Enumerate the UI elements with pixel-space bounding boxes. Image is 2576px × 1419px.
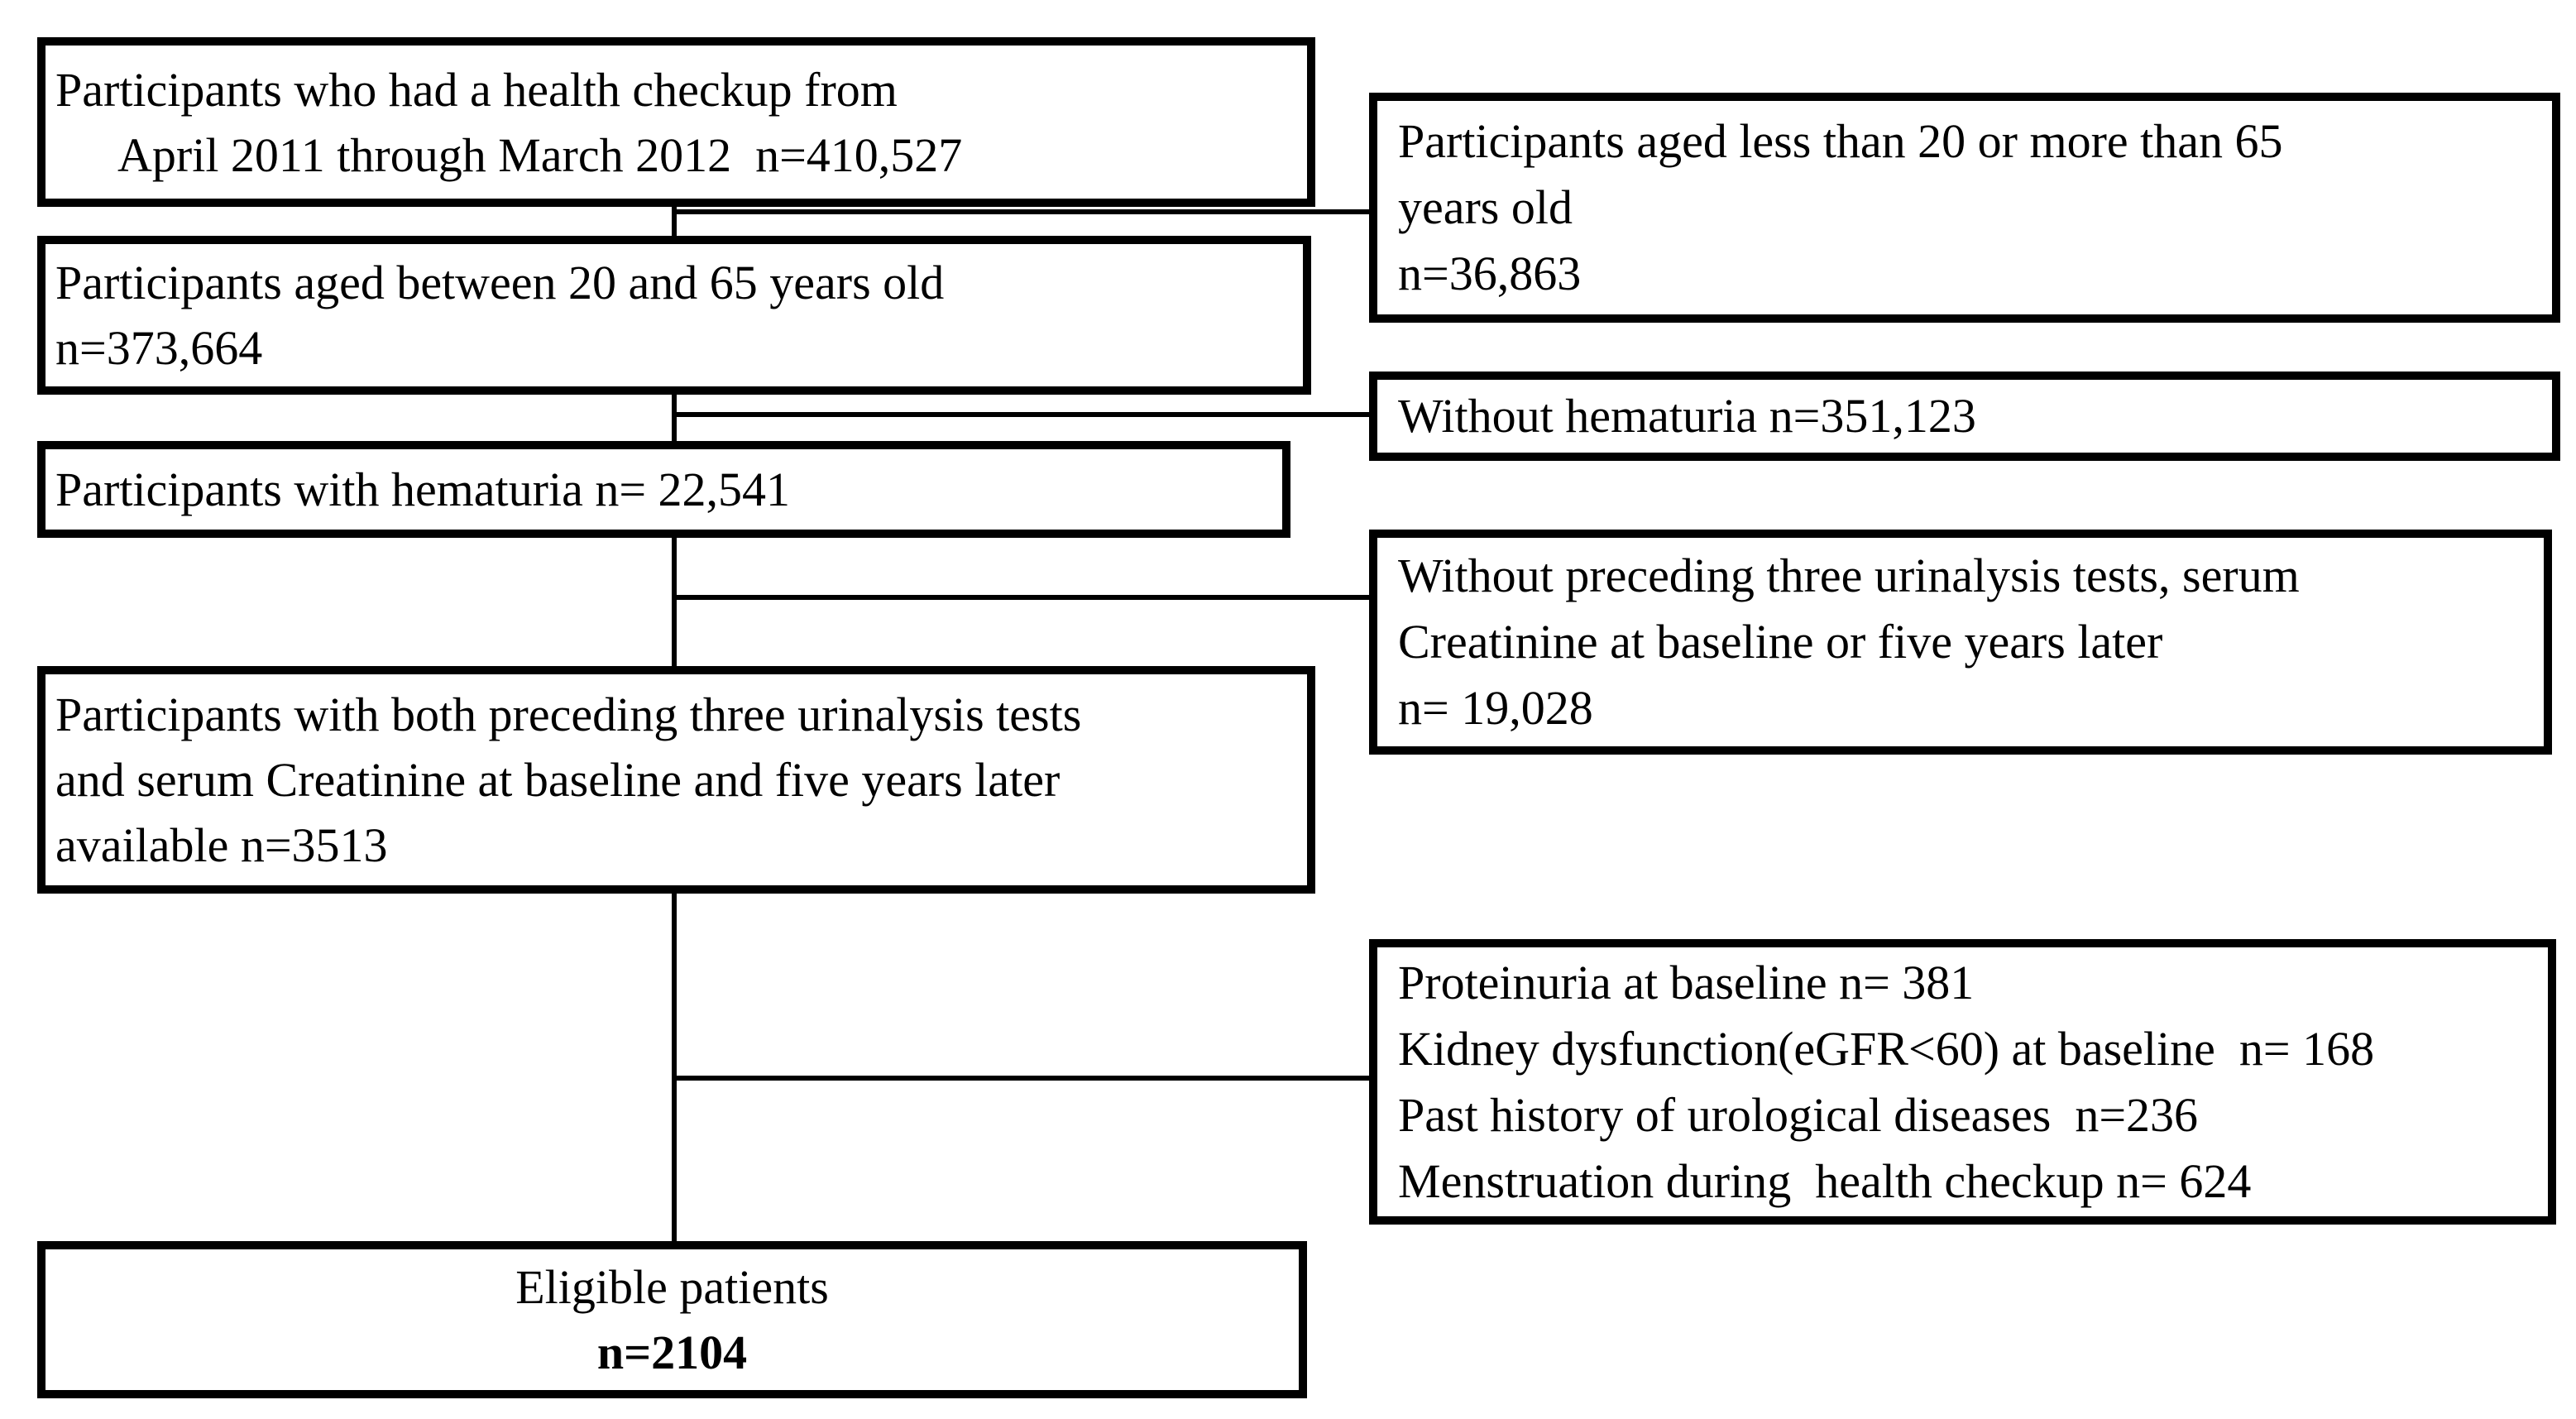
connector-branch-to-excluded-age bbox=[672, 209, 1371, 214]
box-text-line: Participants with hematuria n= 22,541 bbox=[55, 463, 791, 516]
connector-branch-to-excluded-no-hematuria bbox=[672, 412, 1371, 417]
connector-vertical-3 bbox=[672, 536, 677, 669]
box-excluded-other-reasons bbox=[1369, 939, 2556, 1225]
box-aged-20-65 bbox=[37, 236, 1311, 395]
box-excluded-no-tests bbox=[1369, 530, 2552, 755]
box-tests-available bbox=[37, 666, 1315, 894]
box-text-line: and serum Creatinine at baseline and five years later bbox=[55, 753, 1061, 807]
box-eligible-patients bbox=[37, 1241, 1307, 1398]
box-health-checkup-population bbox=[37, 37, 1315, 207]
box-text-line: Eligible patients bbox=[515, 1260, 829, 1314]
connector-branch-to-excluded-other bbox=[672, 1076, 1371, 1081]
box-text-line: Proteinuria at baseline n= 381 bbox=[1398, 955, 1975, 1009]
box-text-line: Menstruation during health checkup n= 624 bbox=[1398, 1153, 2252, 1208]
box-text-line: Past history of urological diseases n=236 bbox=[1398, 1087, 2199, 1142]
box-text-line: Without preceding three urinalysis tests, serum bbox=[1398, 549, 2300, 602]
box-text-line: years old bbox=[1398, 180, 1573, 234]
box-excluded-no-hematuria bbox=[1369, 372, 2560, 461]
box-excluded-age bbox=[1369, 93, 2560, 323]
box-text-line: April 2011 through March 2012 n=410,527 bbox=[117, 127, 963, 182]
connector-vertical-2 bbox=[672, 393, 677, 444]
box-with-hematuria bbox=[37, 441, 1290, 538]
box-text-line: n=373,664 bbox=[55, 321, 263, 375]
connector-branch-to-excluded-no-tests bbox=[672, 595, 1371, 600]
box-text-line: Participants aged less than 20 or more than 65 bbox=[1398, 114, 2283, 168]
box-text-line: available n=3513 bbox=[55, 818, 388, 872]
box-text-line: n=36,863 bbox=[1398, 247, 1582, 300]
box-text-line: n= 19,028 bbox=[1398, 681, 1593, 735]
connector-vertical-4 bbox=[672, 892, 677, 1244]
box-text-line: Without hematuria n=351,123 bbox=[1398, 389, 1976, 443]
box-text-line: Participants who had a health checkup from bbox=[55, 62, 898, 117]
eligible-count: n=2104 bbox=[596, 1326, 748, 1379]
box-text-line: Participants aged between 20 and 65 years old bbox=[55, 256, 945, 309]
box-text-line: Creatinine at baseline or five years later bbox=[1398, 615, 2163, 669]
box-text-line: Participants with both preceding three urinalysis tests bbox=[55, 688, 1082, 741]
box-text-line: Kidney dysfunction(eGFR<60) at baseline n= 168 bbox=[1398, 1021, 2375, 1076]
